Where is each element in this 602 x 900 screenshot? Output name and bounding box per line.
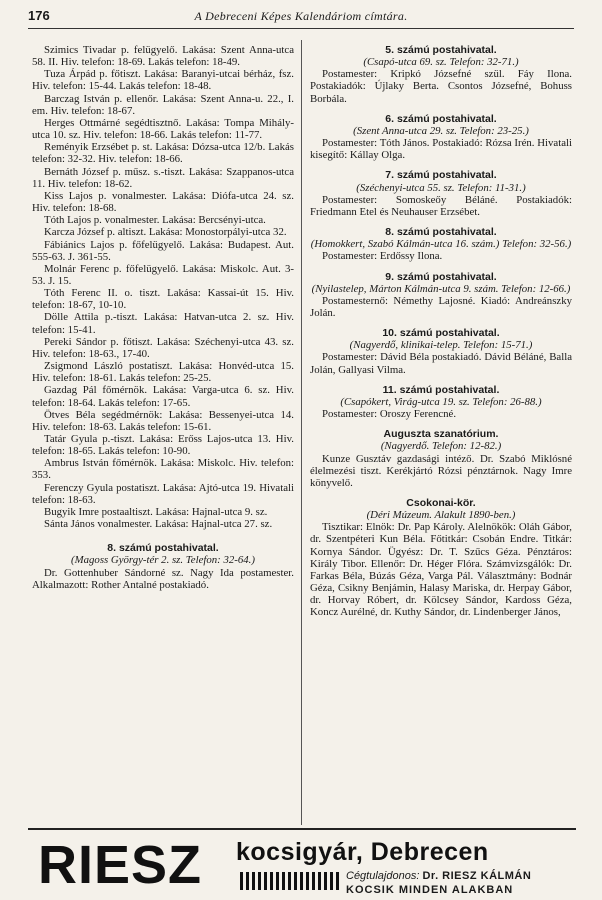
section-heading: 7. számú postahivatal.	[385, 169, 497, 182]
directory-entry: Szimics Tivadar p. felügyelő. Lakása: Szent Anna-utca 58. II. Hiv. telefon: 18-69. Lakás telefon: 18-49.	[32, 44, 294, 69]
running-header	[28, 6, 574, 29]
section-heading: 6. számú postahivatal.	[385, 112, 497, 125]
section-address: (Homokkert, Szabó Kálmán-utca 16. szám.) Telefon: 32-56.)	[310, 238, 572, 251]
section-address: (Szent Anna-utca 29. sz. Telefon: 23-25.)	[353, 124, 529, 137]
section-address: (Nyilastelep, Márton Kálmán-utca 9. szám. Telefon: 12-66.)	[311, 282, 571, 295]
advertisement	[28, 828, 576, 894]
directory-entry: Gazdag Pál főmérnök. Lakása: Varga-utca 6. sz. Hiv. telefon: 18-64. Lakás telefon: 17-65.	[32, 384, 294, 409]
section-heading: 9. számú postahivatal.	[385, 270, 497, 283]
directory-entry: Bugyik Imre postaaltiszt. Lakása: Hajnal-utca 9. sz.	[44, 505, 268, 518]
running-title: A Debreceni Képes Kalendáriom címtára.	[194, 9, 408, 23]
directory-entry: Bernáth József p. műsz. s.-tiszt. Lakása: Szappanos-utca 11. Hiv. telefon: 18-62.	[32, 165, 294, 190]
section-address: (Nagyerdő. Telefon: 12-82.)	[380, 440, 502, 453]
section-body: Postamester: Kripkó Józsefné szül. Fáy Ilona. Postakiadók: Újlaky Berta. Csontos Józsefné, Bohuss Borbála.	[310, 68, 572, 105]
directory-entry: Dölle Attila p.-tiszt. Lakása: Hatvan-utca 2. sz. Hiv. telefon: 15-41.	[32, 311, 294, 336]
section-heading: Auguszta szanatórium.	[383, 428, 499, 441]
ad-brand: RIESZ	[38, 835, 203, 895]
directory-entry: Ambrus István főmérnök. Lakása: Miskolc. Hiv. telefon: 353.	[32, 457, 294, 482]
directory-entry: Ötves Béla segédmérnök: Lakása: Bessenyei-utca 14. Hiv. telefon: 18-63. Lakás telefon: 15-61.	[32, 408, 294, 433]
directory-entry: Karcza József p. altiszt. Lakása: Monostorpályi-utca 32.	[44, 226, 287, 239]
directory-entry: Herges Ottmárné segédtisztnő. Lakása: Tompa Mihály-utca 10. sz. Hiv. telefon: 18-66. Lakás telefon: 11-77.	[32, 116, 294, 142]
ad-tagline: KOCSIK MINDEN ALAKBAN	[346, 884, 514, 896]
section-body: Postamester: Erdőssy Ilona.	[322, 250, 443, 263]
ad-headline: kocsigyár, Debrecen	[236, 838, 489, 866]
section-heading: 8. számú postahivatal.	[107, 542, 219, 555]
decorative-bars	[240, 872, 340, 890]
section-heading: 10. számú postahivatal.	[382, 327, 500, 340]
section-heading: Csokonai-kör.	[406, 497, 476, 509]
directory-entry: Tatár Gyula p.-tiszt. Lakása: Erőss Lajos-utca 13. Hiv. telefon: 18-65. Lakás telefon: 10-90.	[32, 433, 294, 458]
section-address: (Nagyerdő, klinikai-telep. Telefon: 15-71.)	[349, 339, 533, 352]
ad-owner-name: Dr. RIESZ KÁLMÁN	[422, 870, 532, 882]
left-column	[32, 44, 294, 591]
section-body: Postamesternő: Némethy Lajosné. Kiadó: Andreánszky Jolán.	[310, 294, 572, 319]
section-body: Postamester: Tóth János. Postakiadó: Rózsa Irén. Hivatali kisegítő: Kállay Olga.	[310, 137, 572, 162]
section-address: (Csapó-utca 69. sz. Telefon: 32-71.)	[363, 56, 519, 69]
section-body: Dr. Gottenhuber Sándorné sz. Nagy Ida postamester. Alkalmazott: Rother Antalné postakiadó.	[32, 566, 294, 591]
page-number: 176	[28, 8, 50, 23]
section-body: Tisztikar: Elnök: Dr. Pap Károly. Alelnökök: Oláh Gábor, dr. Szentpéteri Kun Béla. Főtitkár: Csobán Endre. Titkár: Kornya Sándor. Ügyész: Dr. T. Szűcs Géza. Pénztáros: Király Tibor. Ellenőr: Dr. Héger Flóra. Számvizsgálók: Dr. Farkas Béla, Búzás Géza, Varga Pál. Választmány: Bodnár Géza, Csikny Benjámin, Halasy Mariska, dr. Herpay Gábor, dr. Horvay Róbert, dr. Kölcsey Sándor, Kardoss Géza, Koncz Aurélné, dr. Kuthy Sándor, dr. Lindenberger János,	[310, 521, 572, 619]
section-heading: 11. számú postahivatal.	[382, 383, 500, 396]
directory-entry: Barczag István p. ellenőr. Lakása: Szent Anna-u. 22., I. em. Hiv. telefon: 18-67.	[32, 92, 294, 117]
directory-entry: Sánta János vonalmester. Lakása: Hajnal-utca 27. sz.	[44, 518, 273, 531]
directory-entry: Reményik Erzsébet p. st. Lakása: Dózsa-utca 12/b. Lakás telefon: 32-32. Hiv. telefon: 18-66.	[32, 141, 294, 166]
right-column	[310, 44, 572, 619]
section-body: Postamester: Somoskeőy Béláné. Postakiadók: Friedmann Etel és Neuhauser Erzsébet.	[310, 193, 572, 218]
directory-entry: Tóth Ferenc II. o. tiszt. Lakása: Kassai-út 15. Hiv. telefon: 18-67, 10-10.	[32, 287, 294, 312]
directory-entry: Pereki Sándor p. főtiszt. Lakása: Széchenyi-utca 43. sz. Hiv. telefon: 18-63., 17-40.	[32, 335, 294, 360]
directory-entry: Kiss Lajos p. vonalmester. Lakása: Diófa-utca 24. sz. Hiv. telefon: 18-68.	[32, 189, 294, 215]
section-address: (Déri Múzeum. Alakult 1890-ben.)	[366, 509, 516, 522]
directory-entry: Fábiánics Lajos p. főfelügyelő. Lakása: Budapest. Aut. 555-63. J. 361-55.	[32, 238, 294, 263]
section-address: (Széchenyi-utca 55. sz. Telefon: 11-31.)	[356, 181, 526, 194]
directory-entry: Ferenczy Gyula postatiszt. Lakása: Ajtó-utca 19. Hivatali telefon: 18-63.	[32, 481, 294, 506]
directory-entry: Molnár Ferenc p. főfelügyelő. Lakása: Miskolc. Aut. 3-53. J. 15.	[32, 262, 294, 287]
section-body: Postamester: Oroszy Ferencné.	[322, 408, 457, 421]
directory-entry: Zsigmond László postatiszt. Lakása: Honvéd-utca 15. Hiv. telefon: 18-61. Lakás telefon: 25-25.	[32, 360, 294, 385]
column-divider	[301, 40, 302, 825]
section-body: Kunze Gusztáv gazdasági intéző. Dr. Szabó Miklósné élelmezési tiszt. Kerékjártó Rózsi pénztárnok. Nagy Imre könyvelő.	[310, 452, 572, 489]
section-heading: 5. számú postahivatal.	[385, 44, 497, 56]
directory-entry: Tuza Árpád p. főtiszt. Lakása: Baranyi-utcai bérház, fsz. Hiv. telefon: 15-44. Lakás telefon: 18-48.	[32, 68, 294, 93]
section-address: (Csapókert, Virág-utca 19. sz. Telefon: 26-88.)	[340, 395, 542, 408]
section-heading: 8. számú postahivatal.	[385, 226, 497, 239]
section-address: (Magoss György-tér 2. sz. Telefon: 32-64.)	[71, 554, 255, 567]
ad-owner-label: Cégtulajdonos:	[346, 870, 420, 882]
ad-owner-line	[346, 870, 531, 882]
directory-entry: Tóth Lajos p. vonalmester. Lakása: Bercsényi-utca.	[44, 214, 266, 227]
section-body: Postamester: Dávid Béla postakiadó. Dávid Béláné, Balla Jolán, Gallyasi Vilma.	[310, 351, 572, 376]
